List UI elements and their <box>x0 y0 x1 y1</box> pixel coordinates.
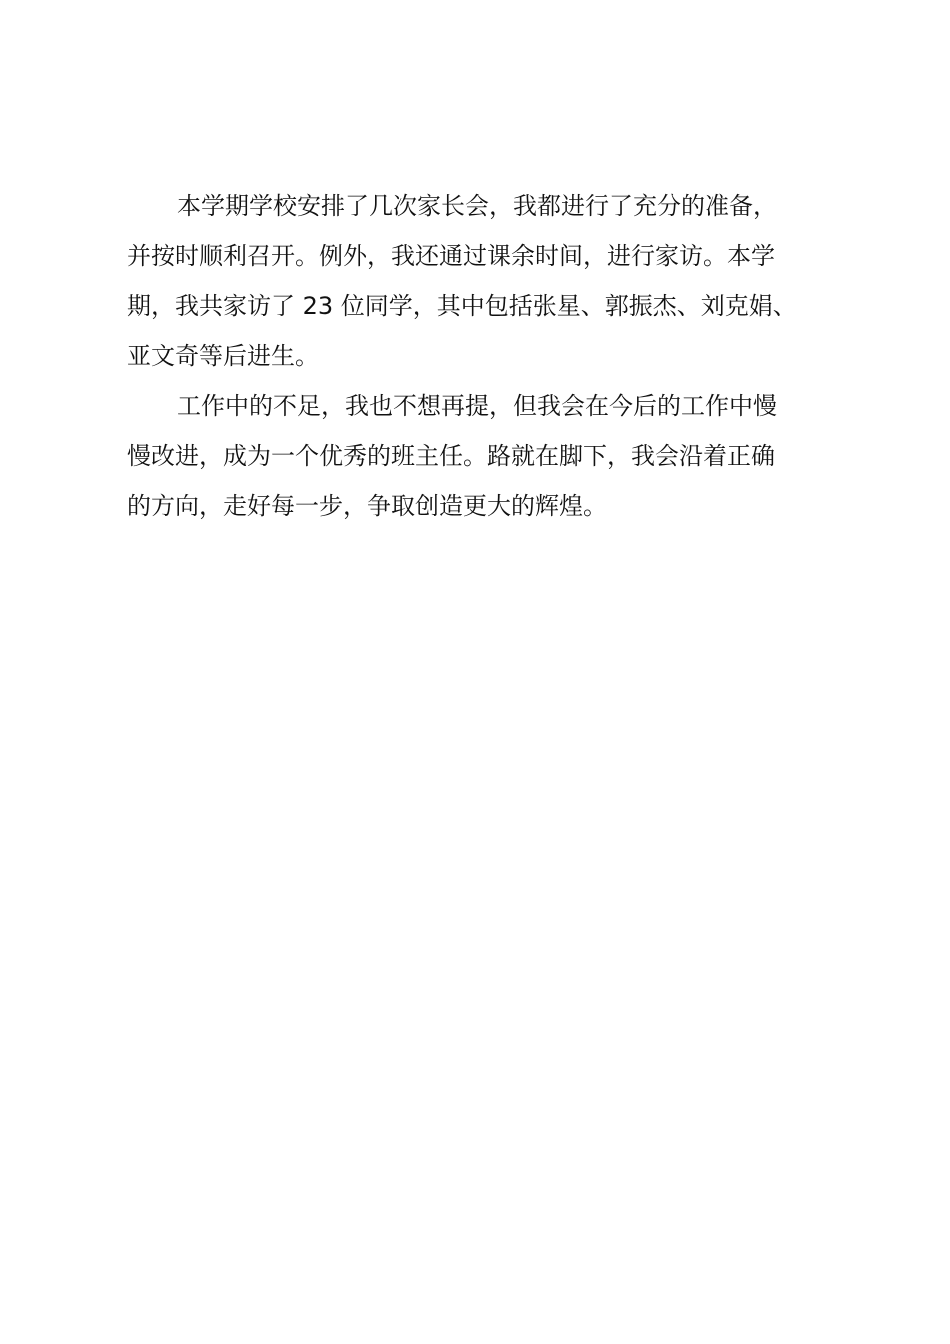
paragraph-home-visits <box>127 181 837 381</box>
text-line: 慢改进，成为一个优秀的班主任。路就在脚下，我会沿着正确 <box>127 442 775 470</box>
text-line: 并按时顺利召开。例外，我还通过课余时间，进行家访。本学 <box>127 242 775 270</box>
paragraph-conclusion <box>127 381 837 531</box>
text-line: 亚文奇等后进生。 <box>127 342 319 370</box>
text-line: 工作中的不足，我也不想再提，但我会在今后的工作中慢 <box>177 392 777 420</box>
text-line: 期，我共家访了 23 位同学，其中包括张星、郭振杰、刘克娟、 <box>127 292 797 320</box>
text-line: 本学期学校安排了几次家长会，我都进行了充分的准备， <box>177 192 777 220</box>
text-line: 的方向，走好每一步，争取创造更大的辉煌。 <box>127 492 607 520</box>
document-body <box>127 181 837 531</box>
